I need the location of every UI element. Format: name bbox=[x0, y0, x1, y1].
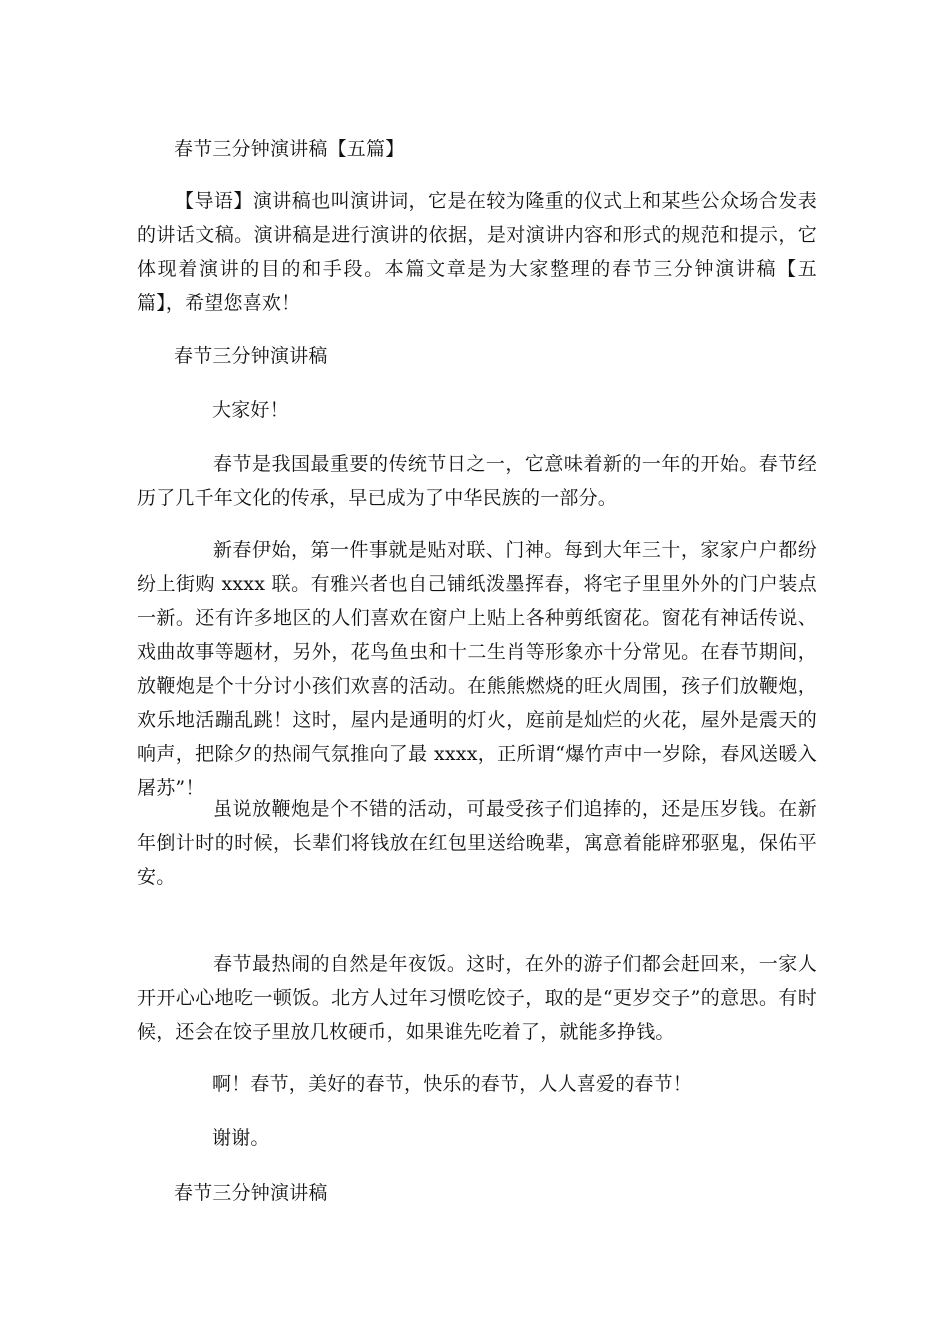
section-heading-2: 春节三分钟演讲稿 bbox=[174, 1182, 328, 1204]
paragraph-2: 新春伊始，第一件事就是贴对联、门神。每到大年三十，家家户户都纷纷上街购 xxxx 联。有雅兴者也自己铺纸泼墨挥春，将宅子里里外外的门户装点一新。还有许多地区的人们喜欢在窗户上贴上各种剪纸窗花。窗花有神话传说、戏曲故事等题材，另外，花鸟鱼虫和十二生肖等形象亦十分常见。在春节期间，放鞭炮是个十分讨小孩们欢喜的活动。在熊熊燃烧的旺火周围，孩子们放鞭炮，欢乐地活蹦乱跳！这时，屋内是通明的灯火，庭前是灿烂的火花，屋外是震天的响声，把除夕的热闹气氛推向了最 xxxx，正所谓“爆竹声中一岁除，春风送暖入屠苏”！ bbox=[137, 539, 817, 799]
paragraph-1: 春节是我国最重要的传统节日之一，它意味着新的一年的开始。春节经历了几千年文化的传承，早已成为了中华民族的一部分。 bbox=[137, 453, 817, 509]
section-heading-1: 春节三分钟演讲稿 bbox=[174, 345, 328, 367]
thanks-line: 谢谢。 bbox=[212, 1127, 270, 1149]
paragraph-3: 虽说放鞭炮是个不错的活动，可最受孩子们追捧的，还是压岁钱。在新年倒计时的时候，长辈们将钱放在红包里送给晚辈，寓意着能辟邪驱鬼，保佑平安。 bbox=[137, 798, 817, 888]
document-title: 春节三分钟演讲稿【五篇】 bbox=[174, 138, 405, 160]
intro-paragraph: 【导语】演讲稿也叫演讲词，它是在较为隆重的仪式上和某些公众场合发表的讲话文稿。演讲稿是进行演讲的依据，是对演讲内容和形式的规范和提示，它体现着演讲的目的和手段。本篇文章是为大家整理的春节三分钟演讲稿【五篇】，希望您喜欢！ bbox=[137, 190, 817, 314]
greeting: 大家好！ bbox=[212, 399, 289, 421]
exclamation-line: 啊！春节，美好的春节，快乐的春节，人人喜爱的春节！ bbox=[212, 1073, 693, 1095]
paragraph-4: 春节最热闹的自然是年夜饭。这时，在外的游子们都会赶回来，一家人开开心心地吃一顿饭。北方人过年习惯吃饺子，取的是“更岁交子”的意思。有时候，还会在饺子里放几枚硬币，如果谁先吃着了，就能多挣钱。 bbox=[137, 953, 817, 1043]
